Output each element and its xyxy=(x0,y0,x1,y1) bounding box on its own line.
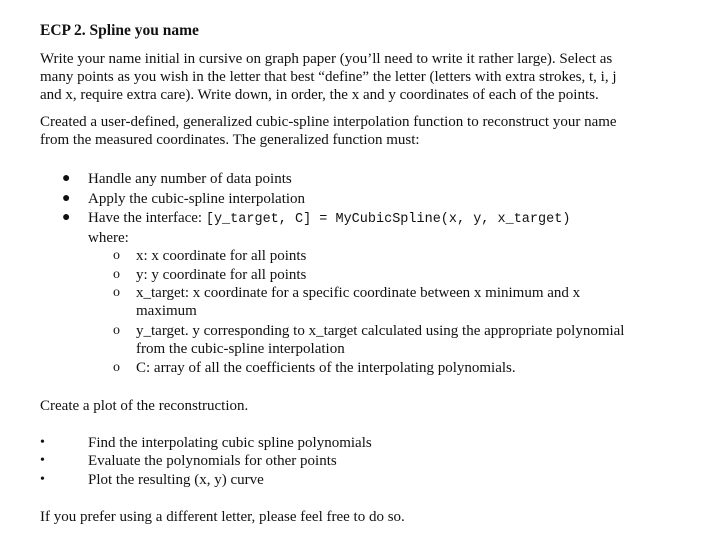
requirement-2: Apply the cubic-spline interpolation xyxy=(88,191,306,207)
plot-step-3: Plot the resulting (x, y) curve xyxy=(88,472,264,488)
plot-step-1: Find the interpolating cubic spline polynomials xyxy=(88,435,372,451)
interface-code: [y_target, C] = MyCubicSpline(x, y, x_target) xyxy=(205,212,571,227)
footer-note: If you prefer using a different letter, please feel free to do so. xyxy=(40,509,405,525)
circle-bullet-icon: o xyxy=(113,285,120,300)
small-bullet-icon: • xyxy=(40,435,45,450)
param-x: x: x coordinate for all points xyxy=(136,248,307,264)
param-y-target-line-2: from the cubic-spline interpolation xyxy=(136,341,345,357)
circle-bullet-icon: o xyxy=(113,248,120,263)
requirement-3-prefix: Have the interface: xyxy=(88,210,206,226)
param-x-target-line-1: x_target: x coordinate for a specific coordinate between x minimum and x xyxy=(136,285,581,301)
small-bullet-icon: • xyxy=(40,472,45,487)
requirement-1: Handle any number of data points xyxy=(88,171,292,187)
intro-line-2: many points as you wish in the letter that best “define” the letter (letters with extra strokes, t, i, j xyxy=(40,69,617,85)
param-c: C: array of all the coefficients of the interpolating polynomials. xyxy=(136,360,516,376)
function-para-line-2: from the measured coordinates. The generalized function must: xyxy=(40,132,420,148)
param-y-target-line-1: y_target. y corresponding to x_target calculated using the appropriate polynomial xyxy=(136,323,625,339)
param-x-target-line-2: maximum xyxy=(136,303,197,319)
circle-bullet-icon: o xyxy=(113,360,120,375)
plot-instruction: Create a plot of the reconstruction. xyxy=(40,398,249,414)
bullet-icon: ● xyxy=(62,210,71,225)
bullet-icon: ● xyxy=(62,171,71,186)
circle-bullet-icon: o xyxy=(113,323,120,338)
page-title: ECP 2. Spline you name xyxy=(40,22,199,39)
function-para-line-1: Created a user-defined, generalized cubic-spline interpolation function to reconstruct your name xyxy=(40,114,617,130)
plot-step-2: Evaluate the polynomials for other points xyxy=(88,453,337,469)
intro-line-3: and x, require extra care). Write down, in order, the x and y coordinates of each of the points. xyxy=(40,87,599,103)
intro-line-1: Write your name initial in cursive on graph paper (you’ll need to write it rather large). Select as xyxy=(40,51,613,67)
where-label: where: xyxy=(88,230,129,246)
bullet-icon: ● xyxy=(62,191,71,206)
small-bullet-icon: • xyxy=(40,453,45,468)
circle-bullet-icon: o xyxy=(113,267,120,282)
requirement-3 xyxy=(88,209,570,229)
param-y: y: y coordinate for all points xyxy=(136,267,307,283)
